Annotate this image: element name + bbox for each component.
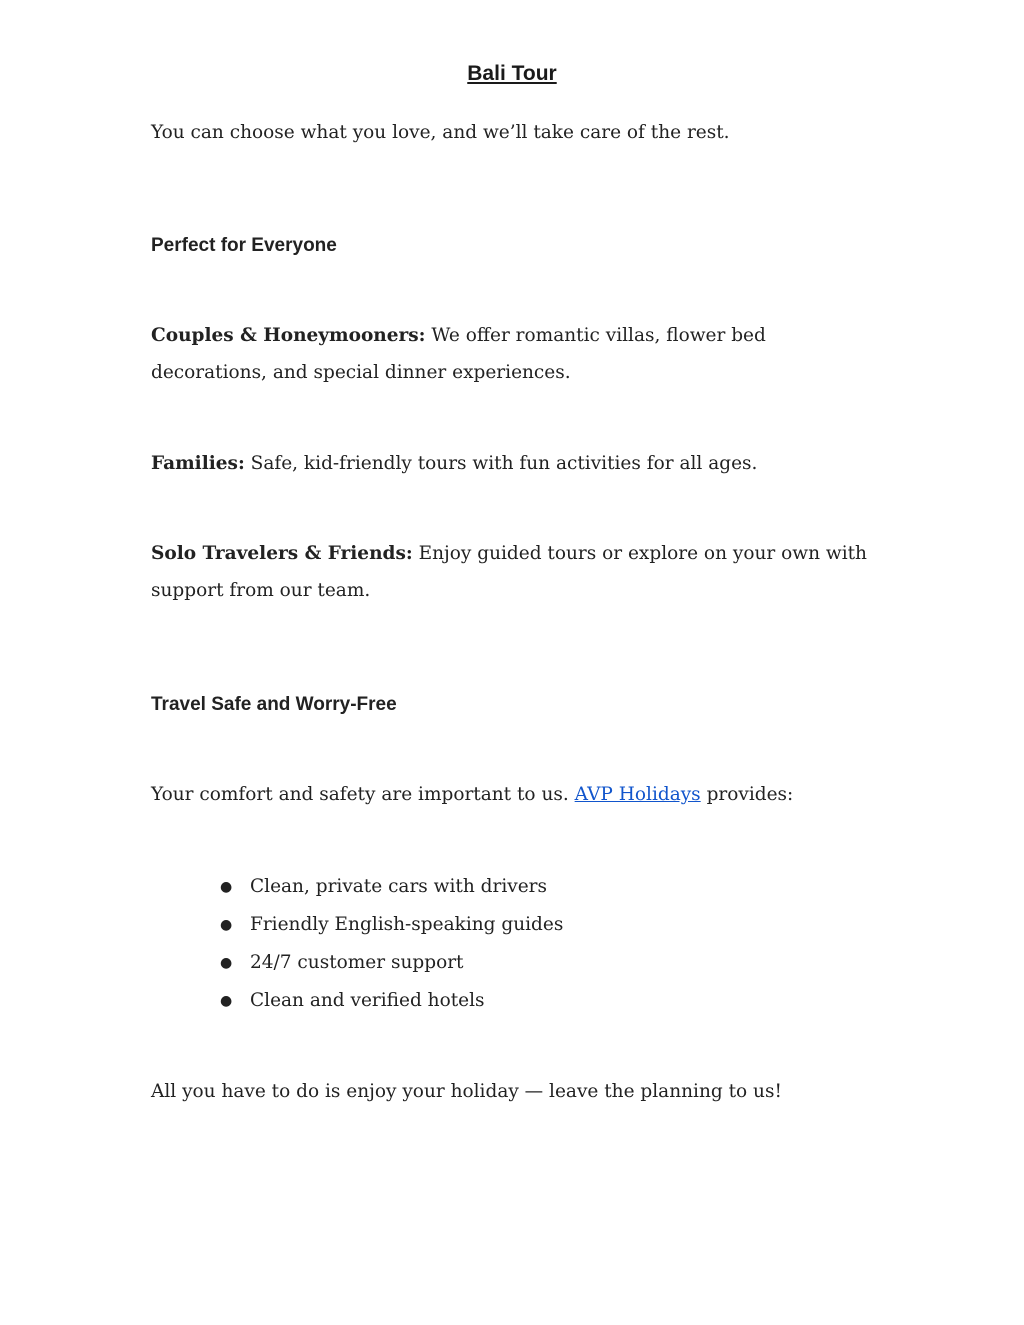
audience-couples-paragraph bbox=[151, 317, 871, 391]
safety-lead-suffix: provides: bbox=[700, 784, 794, 805]
audience-solo-paragraph bbox=[151, 535, 871, 609]
list-item bbox=[220, 906, 860, 944]
intro-paragraph: You can choose what you love, and we’ll take care of the rest. bbox=[151, 122, 730, 143]
audience-families-paragraph bbox=[151, 445, 871, 482]
audience-label: Families: bbox=[151, 453, 245, 474]
bullet-dot-icon: ● bbox=[220, 955, 233, 971]
section-heading-perfect-for-everyone: Perfect for Everyone bbox=[151, 235, 337, 256]
list-item-text: 24/7 customer support bbox=[250, 952, 464, 973]
audience-label: Couples & Honeymooners: bbox=[151, 325, 426, 346]
safety-features-list bbox=[220, 868, 860, 1020]
section-heading-travel-safe: Travel Safe and Worry-Free bbox=[151, 694, 397, 715]
list-item bbox=[220, 944, 860, 982]
audience-text: Enjoy guided tours or explore on your own with support from our team. bbox=[151, 543, 867, 601]
list-item bbox=[220, 868, 860, 906]
safety-lead-text: Your comfort and safety are important to us. bbox=[151, 784, 575, 805]
bullet-dot-icon: ● bbox=[220, 993, 233, 1009]
list-item-text: Clean, private cars with drivers bbox=[250, 876, 548, 897]
page-title: Bali Tour bbox=[467, 62, 557, 85]
closing-paragraph: All you have to do is enjoy your holiday — leave the planning to us! bbox=[151, 1081, 782, 1102]
avp-holidays-link[interactable]: AVP Holidays bbox=[574, 784, 701, 805]
list-item-text: Clean and verified hotels bbox=[250, 990, 485, 1011]
bullet-dot-icon: ● bbox=[220, 879, 233, 895]
audience-text: Safe, kid-friendly tours with fun activities for all ages. bbox=[244, 453, 758, 474]
audience-label: Solo Travelers & Friends: bbox=[151, 543, 413, 564]
list-item bbox=[220, 982, 860, 1020]
safety-lead-paragraph bbox=[151, 776, 871, 813]
list-item-text: Friendly English-speaking guides bbox=[250, 914, 564, 935]
audience-text: We offer romantic villas, flower bed decorations, and special dinner experiences. bbox=[151, 325, 766, 383]
bullet-dot-icon: ● bbox=[220, 917, 233, 933]
